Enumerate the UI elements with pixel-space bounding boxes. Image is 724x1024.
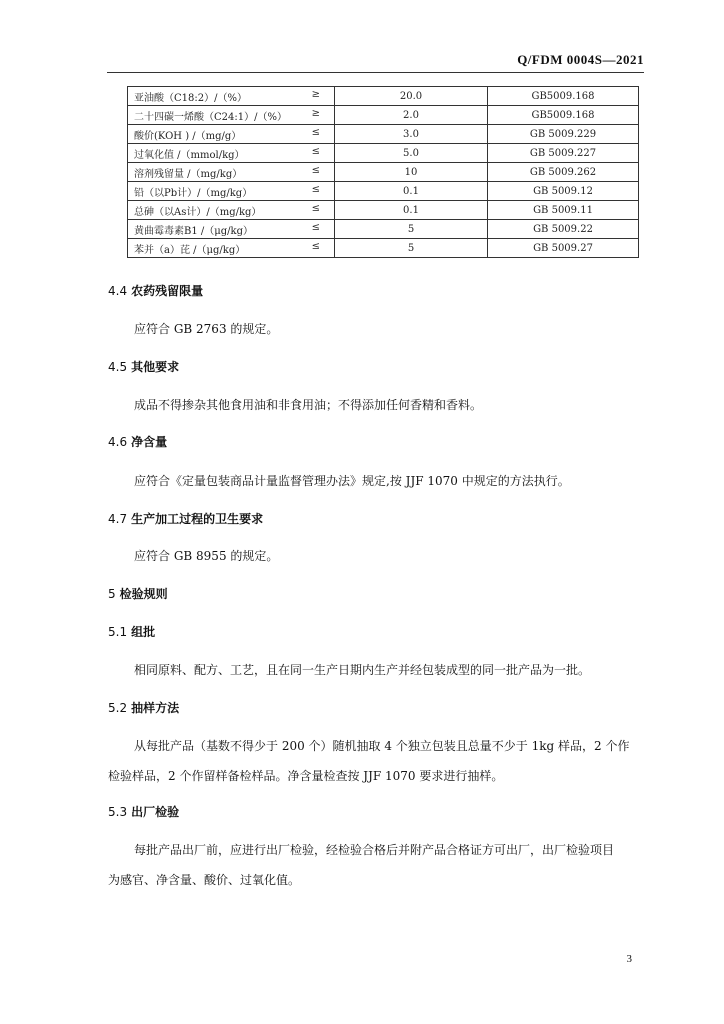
value-cell: 3.0	[335, 125, 488, 144]
paragraph-4-7: 应符合 GB 8955 的规定。	[134, 549, 279, 563]
value-cell: 5.0	[335, 144, 488, 163]
item-cell	[128, 144, 335, 163]
comparison-operator: ≤	[311, 202, 320, 214]
item-name: 铅（以Pb计）/（mg/kg）	[134, 187, 253, 199]
table-row	[128, 239, 639, 258]
table-row	[128, 87, 639, 106]
value-cell: 0.1	[335, 182, 488, 201]
table-row	[128, 163, 639, 182]
comparison-operator: ≤	[311, 145, 320, 157]
item-cell	[128, 87, 335, 106]
comparison-operator: ≤	[311, 183, 320, 195]
paragraph-5-3-line-2: 为感官、净含量、酸价、过氧化值。	[108, 873, 301, 887]
paragraph-5-1: 相同原料、配方、工艺，且在同一生产日期内生产并经包装成型的同一批产品为一批。	[134, 663, 591, 677]
item-cell	[128, 220, 335, 239]
heading-4-4: 4.4 农药残留限量	[108, 284, 204, 298]
item-name: 溶剂残留量 /（mg/kg）	[134, 168, 243, 180]
heading-4-7: 4.7 生产加工过程的卫生要求	[108, 512, 264, 526]
heading-4-6: 4.6 净含量	[108, 435, 168, 449]
heading-5: 5 检验规则	[108, 587, 168, 601]
item-cell	[128, 125, 335, 144]
heading-5-2: 5.2 抽样方法	[108, 701, 180, 715]
heading-5-1: 5.1 组批	[108, 625, 156, 639]
item-name: 酸价(KOH ) /（mg/g）	[134, 130, 242, 142]
document-code: Q/FDM 0004S—2021	[517, 52, 644, 67]
paragraph-4-4: 应符合 GB 2763 的规定。	[134, 322, 279, 336]
item-name: 苯并（a）芘 /（μg/kg）	[134, 244, 246, 256]
item-cell	[128, 201, 335, 220]
table-row	[128, 125, 639, 144]
item-name: 过氧化值 /（mmol/kg）	[134, 149, 245, 161]
item-cell	[128, 106, 335, 125]
method-cell: GB5009.168	[488, 106, 639, 125]
paragraph-4-5: 成品不得掺杂其他食用油和非食用油；不得添加任何香精和香料。	[134, 398, 483, 412]
value-cell: 2.0	[335, 106, 488, 125]
item-name: 总砷（以As计）/（mg/kg）	[134, 206, 262, 218]
comparison-operator: ≤	[311, 240, 320, 252]
comparison-operator: ≤	[311, 126, 320, 138]
method-cell: GB5009.168	[488, 87, 639, 106]
item-name: 亚油酸（C18:2）/（%）	[134, 92, 247, 104]
item-name: 黄曲霉毒素B1 /（μg/kg）	[134, 225, 253, 237]
method-cell: GB 5009.229	[488, 125, 639, 144]
item-name: 二十四碳一烯酸（C24:1）/（%）	[134, 111, 287, 123]
method-cell: GB 5009.11	[488, 201, 639, 220]
item-cell	[128, 239, 335, 258]
table-row	[128, 144, 639, 163]
method-cell: GB 5009.12	[488, 182, 639, 201]
paragraph-5-2-line-2: 检验样品，2 个作留样备检样品。净含量检查按 JJF 1070 要求进行抽样。	[108, 769, 504, 783]
paragraph-4-6: 应符合《定量包装商品计量监督管理办法》规定,按 JJF 1070 中规定的方法执行。	[134, 474, 570, 488]
table-row	[128, 220, 639, 239]
table-row	[128, 182, 639, 201]
comparison-operator: ≥	[311, 88, 320, 100]
value-cell: 20.0	[335, 87, 488, 106]
item-cell	[128, 182, 335, 201]
heading-5-3: 5.3 出厂检验	[108, 805, 180, 819]
method-cell: GB 5009.227	[488, 144, 639, 163]
table-row	[128, 201, 639, 220]
comparison-operator: ≤	[311, 221, 320, 233]
value-cell: 0.1	[335, 201, 488, 220]
comparison-operator: ≥	[311, 107, 320, 119]
method-cell: GB 5009.27	[488, 239, 639, 258]
item-cell	[128, 163, 335, 182]
paragraph-5-2-line-1: 从每批产品（基数不得少于 200 个）随机抽取 4 个独立包装且总量不少于 1kg 样品，2 个作	[134, 739, 630, 753]
heading-4-5: 4.5 其他要求	[108, 360, 180, 374]
table-row	[128, 106, 639, 125]
value-cell: 5	[335, 239, 488, 258]
header-rule	[107, 72, 644, 73]
value-cell: 5	[335, 220, 488, 239]
comparison-operator: ≤	[311, 164, 320, 176]
method-cell: GB 5009.22	[488, 220, 639, 239]
method-cell: GB 5009.262	[488, 163, 639, 182]
page-number: 3	[626, 953, 632, 965]
value-cell: 10	[335, 163, 488, 182]
paragraph-5-3-line-1: 每批产品出厂前，应进行出厂检验，经检验合格后并附产品合格证方可出厂，出厂检验项目	[134, 843, 615, 857]
specification-table	[127, 86, 639, 258]
